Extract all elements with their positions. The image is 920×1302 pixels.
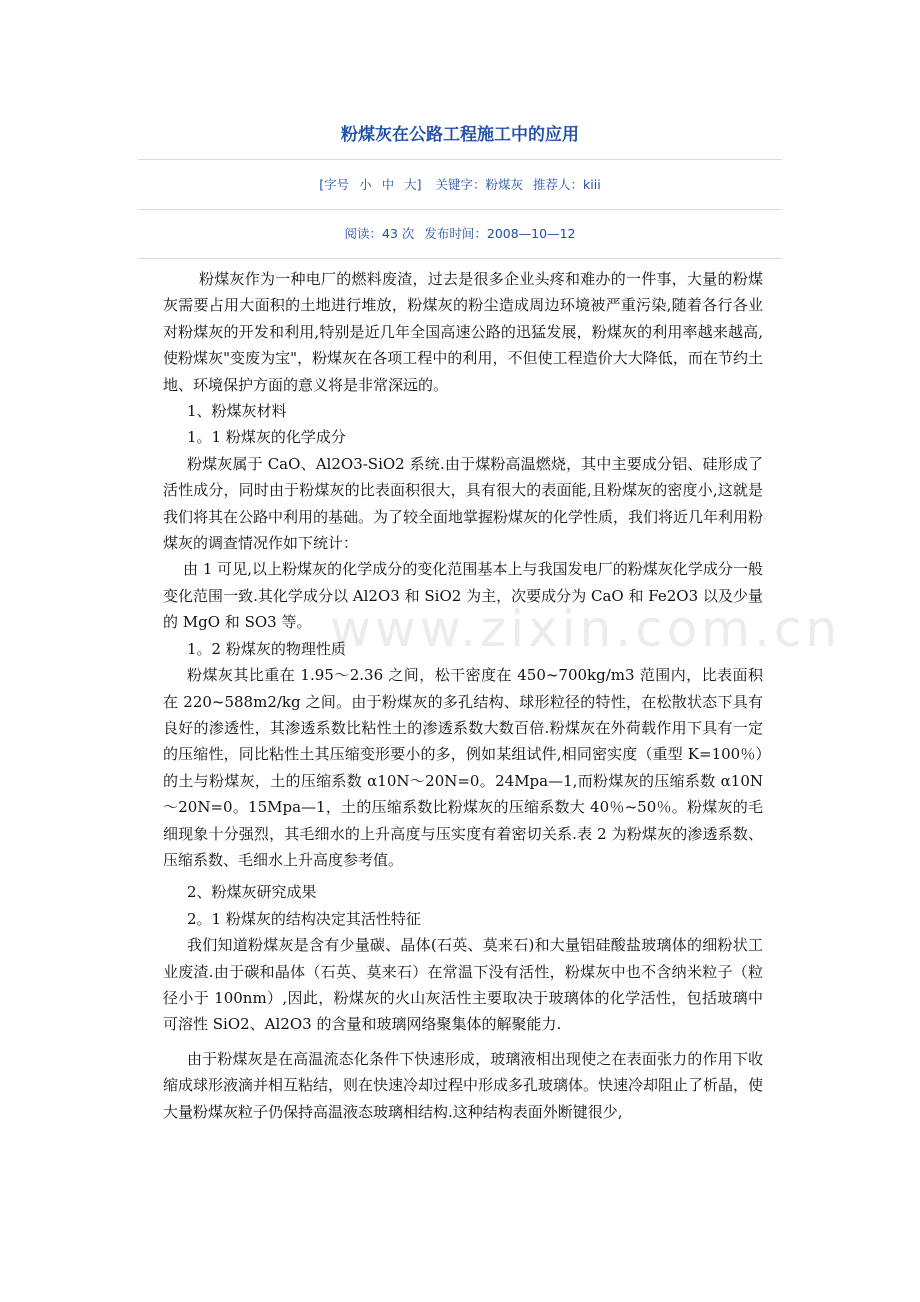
font-size-large-link[interactable]: 大] bbox=[404, 177, 422, 192]
font-size-label: [字号 bbox=[319, 177, 350, 192]
subsection-heading: 1。2 粉煤灰的物理性质 bbox=[187, 639, 346, 658]
read-count: 阅读：43 次 bbox=[344, 226, 415, 241]
article-title: 粉煤灰在公路工程施工中的应用 bbox=[341, 125, 579, 145]
divider bbox=[138, 159, 782, 160]
section-heading: 1、粉煤灰材料 bbox=[187, 402, 287, 421]
font-size-small-link[interactable]: 小 bbox=[359, 177, 372, 192]
paragraph-intro: 粉煤灰作为一种电厂的燃料废渣，过去是很多企业头疼和难办的一件事，大量的粉煤灰需要占用大面积的土地进行堆放，粉煤灰的粉尘造成周边环境被严重污染,随着各行各业对粉煤灰的开发和利用,特别是近几年全国高速公路的迅猛发展，粉煤灰的利用率越来越高,使粉煤灰"变废为宝"，粉煤灰在各项工程中的利用，不但使工程造价大大降低，而在节约土地、环境保护方面的意义将是非常深远的。 bbox=[163, 270, 763, 394]
keywords: 关键字：粉煤灰 bbox=[435, 177, 524, 192]
paragraph: 粉煤灰其比重在 1.95～2.36 之间，松干密度在 450~700kg/m3 范围内，比表面积在 220~588m2/kg 之间。由于粉煤灰的多孔结构、球形粒径的特性，在松散状态下具有良好的渗透性，其渗透系数比粘性土的渗透系数大数百倍.粉煤灰在外荷载作用下具有一定的压缩性，同比粘性土其压缩变形要小的多，例如某组试件,相同密实度（重型 K=100％）的土与粉煤灰，土的压缩系数 α10N～20N=0。24Mpa—1,而粉煤灰的压缩系数 α10N～20N=0。15Mpa—1，土的压缩系数比粉煤灰的压缩系数大 40％~50％。粉煤灰的毛细现象十分强烈，其毛细水的上升高度与压实度有着密切关系.表 2 为粉煤灰的渗透系数、压缩系数、毛细水上升高度参考值。 bbox=[163, 666, 763, 869]
article-body bbox=[163, 266, 842, 1125]
publish-date: 发布时间：2008—10—12 bbox=[424, 226, 576, 241]
article-meta-keywords bbox=[0, 176, 920, 194]
subsection-heading: 1。1 粉煤灰的化学成分 bbox=[187, 428, 346, 447]
paragraph: 由于粉煤灰是在高温流态化条件下快速形成，玻璃液相出现使之在表面张力的作用下收缩成球形液滴并相互粘结，则在快速冷却过程中形成多孔玻璃体。快速冷却阻止了析晶，使大量粉煤灰粒子仍保持高温液态玻璃相结构.这种结构表面外断键很少, bbox=[163, 1049, 764, 1121]
divider bbox=[138, 258, 782, 259]
subsection-heading: 2。1 粉煤灰的结构决定其活性特征 bbox=[187, 909, 421, 928]
article-meta-stats bbox=[0, 225, 920, 243]
section-heading: 2、粉煤灰研究成果 bbox=[187, 883, 317, 902]
watermark: www.zixin.com.cn bbox=[330, 600, 842, 658]
font-size-medium-link[interactable]: 中 bbox=[381, 177, 395, 192]
recommender: 推荐人：kiii bbox=[533, 177, 601, 192]
paragraph: 粉煤灰属于 CaO、Al2O3-SiO2 系统.由于煤粉高温燃烧，其中主要成分铝、硅形成了活性成分，同时由于粉煤灰的比表面积很大，具有很大的表面能,且粉煤灰的密度小,这就是我们将其在公路中利用的基础。为了较全面地掌握粉煤灰的化学性质，我们将近几年利用粉煤灰的调查情况作如下统计： bbox=[163, 454, 764, 553]
paragraph: 由 1 可见,以上粉煤灰的化学成分的变化范围基本上与我国发电厂的粉煤灰化学成分一般变化范围一致.其化学成分以 Al2O3 和 SiO2 为主，次要成分为 CaO 和 Fe2O3 以及少量的 MgO 和 SO3 等。 bbox=[163, 560, 763, 632]
paragraph: 我们知道粉煤灰是含有少量碳、晶体(石英、莫来石)和大量铝硅酸盐玻璃体的细粉状工业废渣.由于碳和晶体（石英、莫来石）在常温下没有活性，粉煤灰中也不含纳米粒子（粒径小于 100nm）,因此，粉煤灰的火山灰活性主要取决于玻璃体的化学活性，包括玻璃中可溶性 SiO2、Al2O3 的含量和玻璃网络聚集体的解聚能力. bbox=[163, 936, 763, 1034]
divider bbox=[138, 209, 782, 210]
